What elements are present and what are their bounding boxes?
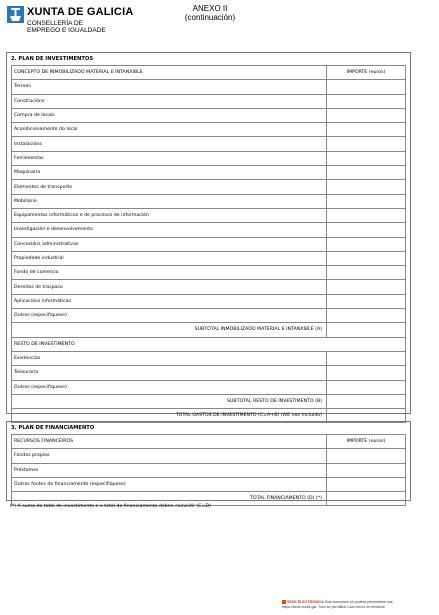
footnote: (*) A suma do total do investimento e o total do financiamento deben coincidir (C=D) — [10, 504, 211, 509]
footer-line-2: https://sede.xunta.gal . Non se permitirá o seu envío en rexistros — [282, 604, 385, 609]
investment-item-row-label: Fondo de comercio — [12, 266, 327, 280]
amount-header: IMPORTE (euros) — [327, 66, 406, 80]
rest-header-row — [12, 337, 406, 351]
financing-item-row-amount-field[interactable] — [327, 463, 406, 477]
investment-item-row — [12, 237, 406, 251]
investment-item-row-amount-field[interactable] — [327, 309, 406, 323]
rest-item-row-amount-field[interactable] — [327, 380, 406, 394]
investment-item-row — [12, 251, 406, 265]
sede-icon — [282, 600, 286, 604]
footer-label: SEDE ELECTRÓNICA — [287, 600, 324, 604]
investment-item-row-amount-field[interactable] — [327, 294, 406, 308]
investment-item-row-label: Investigación e desenvolvemento — [12, 223, 327, 237]
dept-line-1: CONSELLERÍA DE — [27, 20, 83, 27]
financing-item-row-label: Outras fontes de financiamento (especifíquese) — [12, 477, 327, 491]
financing-total-row-label: TOTAL FINANCIAMENTO (D) (*) — [12, 492, 327, 506]
investment-item-row-label: Equipamentos informáticos e de procesos de información — [12, 208, 327, 222]
investment-item-row-amount-field[interactable] — [327, 280, 406, 294]
investment-item-row-amount-field[interactable] — [327, 237, 406, 251]
investment-item-row — [12, 309, 406, 323]
investment-item-row-label: Concesións administrativas — [12, 237, 327, 251]
rest-header-row-label: RESTO DE INVESTIMENTO — [12, 337, 406, 351]
investment-item-row-amount-field[interactable] — [327, 108, 406, 122]
investment-item-row — [12, 208, 406, 222]
page-footer — [282, 600, 432, 609]
investment-item-row-label: Outros (especifíquese) — [12, 309, 327, 323]
investment-title: 2. PLAN DE INVESTIMENTOS — [11, 56, 94, 62]
financing-amount-header: IMPORTE (euros) — [327, 435, 406, 449]
investment-item-row — [12, 80, 406, 94]
rest-item-row-label: Outros (especifíquese) — [12, 380, 327, 394]
investment-item-row-label: Instalacións — [12, 137, 327, 151]
investment-item-row-label: Acondicionamento do local — [12, 123, 327, 137]
rest-item-row — [12, 366, 406, 380]
annex-label: ANEXO II — [192, 4, 228, 13]
financing-header-row — [12, 435, 406, 449]
financing-item-row-amount-field[interactable] — [327, 449, 406, 463]
investment-item-row — [12, 266, 406, 280]
investment-item-row-label: Terreos — [12, 80, 327, 94]
investment-item-row — [12, 180, 406, 194]
rest-item-row — [12, 380, 406, 394]
investment-item-row-label: Maquinaria — [12, 166, 327, 180]
investment-item-row-amount-field[interactable] — [327, 137, 406, 151]
concept-header: CONCEPTO DE INMOBILIZADO MATERIAL E INTANXIBLE — [12, 66, 327, 80]
subtotal-a-row — [12, 323, 406, 337]
investment-item-row-label: Compra de locais — [12, 108, 327, 122]
investment-item-row-amount-field[interactable] — [327, 208, 406, 222]
rest-item-row-label: Tesouraría — [12, 366, 327, 380]
subtotal-a-row-label: SUBTOTAL INMOBILIZADO MATERIAL E INTANXIBLE (A) — [12, 323, 327, 337]
investment-item-row — [12, 194, 406, 208]
page-header — [0, 0, 439, 45]
financing-item-row-label: Préstamos — [12, 463, 327, 477]
investment-item-row — [12, 280, 406, 294]
financing-item-row — [12, 449, 406, 463]
investment-item-row-label: Propiedade industrial — [12, 251, 327, 265]
investment-table — [11, 65, 406, 423]
subtotal-b-row-amount-field[interactable] — [327, 394, 406, 408]
investment-item-row-amount-field[interactable] — [327, 223, 406, 237]
xunta-logo-icon — [7, 6, 24, 23]
investment-header-row — [12, 66, 406, 80]
financing-item-row-label: Fondos propios — [12, 449, 327, 463]
investment-item-row-amount-field[interactable] — [327, 123, 406, 137]
investment-item-row-amount-field[interactable] — [327, 194, 406, 208]
investment-item-row — [12, 123, 406, 137]
investment-item-row-amount-field[interactable] — [327, 166, 406, 180]
investment-item-row-amount-field[interactable] — [327, 94, 406, 108]
investment-item-row-amount-field[interactable] — [327, 80, 406, 94]
subtotal-b-row — [12, 394, 406, 408]
investment-item-row — [12, 166, 406, 180]
investment-item-row-label: Aplicacións informáticas — [12, 294, 327, 308]
rest-item-row-amount-field[interactable] — [327, 351, 406, 365]
rest-item-row-amount-field[interactable] — [327, 366, 406, 380]
investment-item-row — [12, 94, 406, 108]
rest-item-row — [12, 351, 406, 365]
financing-total-row-amount-field[interactable] — [327, 492, 406, 506]
financing-item-row-amount-field[interactable] — [327, 477, 406, 491]
resources-header: RECURSOS FINANCEIROS — [12, 435, 327, 449]
financing-section — [6, 421, 411, 501]
financing-item-row — [12, 463, 406, 477]
investment-item-row-label: Construcións — [12, 94, 327, 108]
investment-item-row — [12, 108, 406, 122]
financing-item-row — [12, 477, 406, 491]
org-name: XUNTA DE GALICIA — [27, 6, 134, 18]
rest-item-row-label: Existencias — [12, 351, 327, 365]
investment-item-row — [12, 137, 406, 151]
investment-section — [6, 52, 411, 419]
investment-item-row-label: Mobiliario — [12, 194, 327, 208]
investment-item-row-label: Ferramentas — [12, 151, 327, 165]
subtotal-a-row-amount-field[interactable] — [327, 323, 406, 337]
investment-item-row-label: Dereitos de traspaso — [12, 280, 327, 294]
investment-total-row-label: TOTAL GASTOS DE INVESTIMENTO (C=A+B) (IVE non incluído) — [12, 409, 327, 423]
investment-item-row-label: Elementos de transporte — [12, 180, 327, 194]
annex-sub: (continuación) — [184, 13, 236, 22]
footer-text-1: Este formulario só poderá presentarse nas — [323, 600, 393, 604]
annex-title — [150, 4, 270, 22]
investment-item-row-amount-field[interactable] — [327, 251, 406, 265]
investment-item-row — [12, 223, 406, 237]
investment-item-row — [12, 151, 406, 165]
investment-item-row-amount-field[interactable] — [327, 266, 406, 280]
subtotal-b-row-label: SUBTOTAL RESTO DE INVESTIMENTO (B) — [12, 394, 327, 408]
financing-title: 3. PLAN DE FINANCIAMENTO — [11, 425, 95, 431]
dept-line-2: EMPREGO E IGUALDADE — [27, 27, 106, 34]
financing-table — [11, 434, 406, 506]
investment-item-row-amount-field[interactable] — [327, 180, 406, 194]
investment-item-row — [12, 294, 406, 308]
investment-item-row-amount-field[interactable] — [327, 151, 406, 165]
